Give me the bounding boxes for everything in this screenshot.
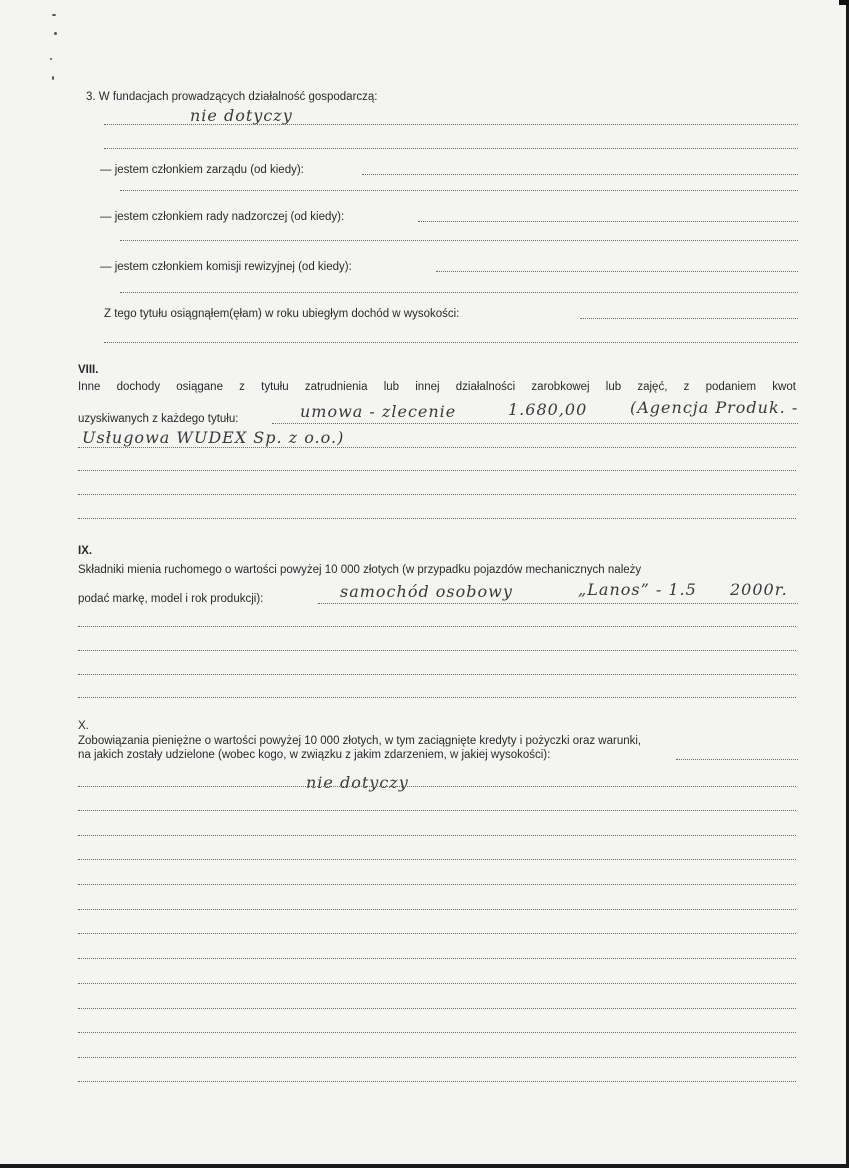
section9-text-line1: Składniki mienia ruchomego o wartości powyżej 10 000 złotych (w przypadku pojazdów mechanicznych należy (78, 564, 642, 576)
word: z (239, 381, 245, 393)
section8-text-line1 (78, 380, 796, 394)
scan-speck (50, 58, 52, 60)
dotted-line (78, 650, 796, 651)
section9-text-line2: podać markę, model i rok produkcji): (78, 593, 264, 605)
word: osiągane (176, 381, 223, 393)
dotted-line (676, 759, 798, 760)
section3-supervisory-label: — jestem członkiem rady nadzorczej (od kiedy): (100, 211, 345, 223)
word: Inne (78, 381, 101, 393)
dotted-line (78, 626, 796, 627)
section3-handwritten-answer: nie dotyczy (190, 106, 293, 125)
section10-text-line2: na jakich zostały udzielone (wobec kogo, w związku z jakim zdarzeniem, w jakiej wysokości): (78, 749, 551, 761)
word: lub (605, 381, 622, 393)
dotted-line (78, 470, 796, 471)
section8-number: VIII. (78, 364, 99, 376)
word: z (683, 381, 690, 393)
section10-text-line1: Zobowiązania pieniężne o wartości powyżej 10 000 złotych, w tym zaciągnięte kredyty i pożyczki oraz warunki, (78, 735, 642, 747)
section8-handwritten-contract: umowa - zlecenie (300, 402, 457, 421)
dotted-line (272, 423, 798, 424)
section10-handwritten-answer: nie dotyczy (306, 773, 409, 792)
dotted-line (120, 292, 798, 293)
dotted-line (318, 603, 798, 604)
section9-handwritten-model: „Lanos” - 1.5 (578, 580, 697, 599)
dotted-line (78, 958, 796, 959)
dotted-line (78, 909, 796, 910)
dotted-line (78, 859, 796, 860)
dotted-line (78, 1081, 796, 1082)
section9-handwritten-year: 2000r. (730, 580, 788, 599)
word: lub (383, 381, 400, 393)
section8-handwritten-amount: 1.680,00 (508, 400, 588, 419)
dotted-line (580, 318, 798, 319)
scan-edge-bottom (0, 1164, 849, 1168)
dotted-line (78, 786, 796, 787)
section9-handwritten-vehicle: samochód osobowy (340, 582, 513, 601)
dotted-line (78, 697, 796, 698)
dotted-line (78, 1057, 796, 1058)
section3-income-label: Z tego tytułu osiągnąłem(ęłam) w roku ubiegłym dochód w wysokości: (104, 308, 460, 320)
word: innej (415, 381, 440, 393)
dotted-line (120, 240, 798, 241)
dotted-line (78, 884, 796, 885)
dotted-line (78, 494, 796, 495)
dotted-line (436, 271, 798, 272)
scan-speck (52, 76, 54, 80)
section8-handwritten-company-cont: Usługowa WUDEX Sp. z o.o.) (82, 428, 345, 447)
scan-speck (54, 32, 57, 35)
dotted-line (78, 447, 796, 448)
dotted-line (104, 148, 798, 149)
dotted-line (78, 1008, 796, 1009)
section10-number: X. (78, 720, 89, 732)
section9-number: IX. (78, 545, 93, 557)
dotted-line (362, 174, 798, 175)
word: zatrudnienia (304, 381, 368, 393)
dotted-line (78, 983, 796, 984)
word: dochody (116, 381, 161, 393)
dotted-line (78, 518, 796, 519)
word: tytułu (261, 381, 289, 393)
scan-corner (839, 0, 849, 5)
dotted-line (104, 124, 798, 125)
dotted-line (78, 810, 796, 811)
dotted-line (104, 342, 798, 343)
section3-title: 3. W fundacjach prowadzących działalność gospodarczą: (86, 91, 378, 103)
dotted-line (78, 835, 796, 836)
dotted-line (78, 674, 796, 675)
dotted-line (120, 190, 798, 191)
word: zarobkowej (531, 381, 590, 393)
section3-audit-label: — jestem członkiem komisji rewizyjnej (od kiedy): (100, 261, 352, 273)
scan-speck (52, 14, 56, 16)
section3-board-label: — jestem członkiem zarządu (od kiedy): (100, 164, 304, 176)
dotted-line (78, 933, 796, 934)
section8-handwritten-company: (Agencja Produk. - (630, 398, 799, 417)
word: podaniem (705, 381, 757, 393)
word: kwot (772, 381, 796, 393)
dotted-line (418, 221, 798, 222)
word: zajęć, (637, 381, 668, 393)
word: działalności (455, 381, 516, 393)
section8-text-line2: uzyskiwanych z każdego tytułu: (78, 413, 239, 425)
dotted-line (78, 1032, 796, 1033)
